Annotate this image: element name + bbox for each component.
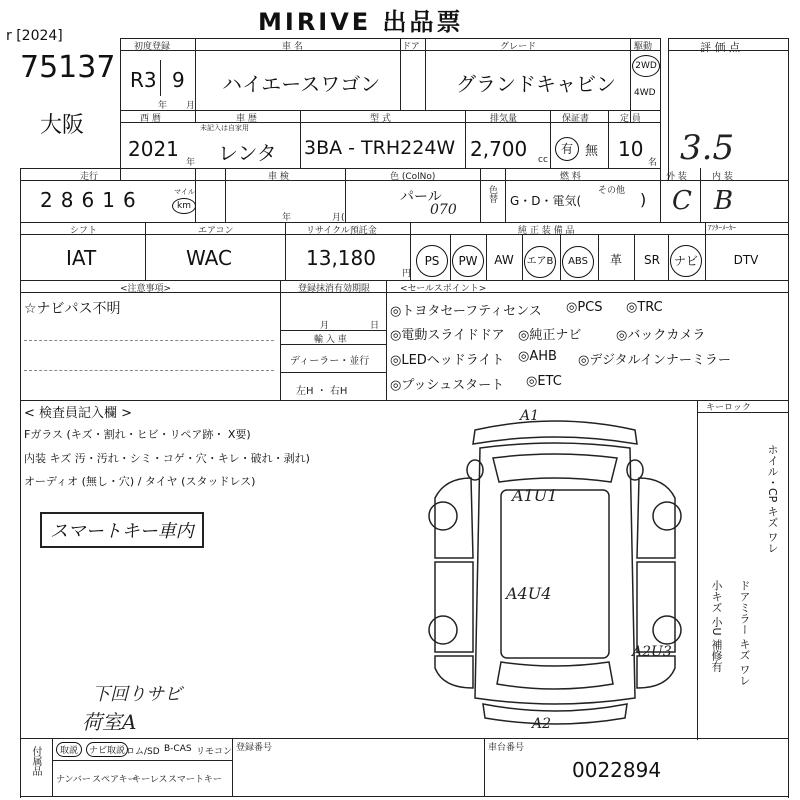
dealer-label: ディーラー・並行 xyxy=(290,356,370,367)
western-year-label: 西 暦 xyxy=(140,114,161,124)
sales-point-6: ◎バックカメラ xyxy=(616,328,706,343)
sales-point-3: ◎TRC xyxy=(626,300,663,315)
first-reg-label: 初度登録 xyxy=(134,42,171,52)
history-note: 未記入は自家用 xyxy=(200,124,249,132)
displacement: 2,700 xyxy=(470,137,528,161)
grade-label: グレード xyxy=(500,42,537,52)
mileage-label: 走行 xyxy=(80,172,99,182)
evaluation-label: 評 価 点 xyxy=(700,41,740,54)
displacement-label: 排気量 xyxy=(490,114,518,124)
mileage-digits: 28616 xyxy=(40,188,144,212)
interior-label: 内 装 xyxy=(712,172,733,182)
warranty-no: 無 xyxy=(585,144,599,159)
accessories-label: 付属品 xyxy=(30,746,41,776)
western-year: 2021 xyxy=(128,137,179,161)
fuel-label: 燃 料 xyxy=(560,172,581,182)
aircon-label: エアコン xyxy=(198,226,234,236)
mileage-unit-km: km xyxy=(172,198,196,214)
caution-text: ☆ナビパス不明 xyxy=(24,301,121,317)
diagram-mark-a1u1: A1U1 xyxy=(512,486,558,505)
diagram-mark-a2u3: A2U3 xyxy=(632,644,672,660)
fuel-options: G・D・電気( xyxy=(510,194,582,208)
warranty-label: 保証書 xyxy=(562,114,590,124)
acc-bcas: B-CAS xyxy=(164,744,192,754)
drive-4wd: 4WD xyxy=(634,88,656,98)
car-damage-diagram xyxy=(415,408,695,738)
exterior-grade: C xyxy=(672,186,692,216)
sales-point-2: ◎PCS xyxy=(566,300,603,315)
recycle-unit: 円 xyxy=(402,269,412,279)
diagram-mark-a2: A2 xyxy=(532,716,552,732)
displacement-unit: cc xyxy=(538,155,548,165)
inspector-line1: Fガラス (キズ・割れ・ヒビ・リペア跡・ X要) xyxy=(24,428,251,441)
warranty-yes: 有 xyxy=(555,137,579,161)
import-label: 輸 入 車 xyxy=(314,335,347,345)
equip-navi: ナビ xyxy=(668,245,704,275)
year-unit: 年 xyxy=(158,101,168,111)
year-unit-2: 年 xyxy=(186,158,196,168)
mileage-unit-mile: マイル xyxy=(174,188,195,196)
equipment-label: 純 正 装 備 品 xyxy=(518,226,575,236)
sales-point-9: ◎デジタルインナーミラー xyxy=(578,353,731,368)
lot-number: 75137 xyxy=(20,50,116,85)
model-type: 3BA - TRH224W xyxy=(304,137,456,159)
acc-spare-key: スペアキー xyxy=(92,775,137,785)
acc-manual: 取説 xyxy=(56,742,82,757)
equip-aw: AW xyxy=(494,253,514,267)
sales-point-4: ◎電動スライドドア xyxy=(390,328,505,343)
shaken-year: 年 xyxy=(282,213,292,223)
drive-2wd: 2WD xyxy=(632,55,660,77)
chassis-number: 0022894 xyxy=(572,758,662,782)
equip-ps: PS xyxy=(414,245,450,275)
reg-expiry-label: 登録抹消有効期限 xyxy=(298,284,371,294)
fuel-other-label: その他 xyxy=(598,186,626,196)
hand-note-2: 荷室A xyxy=(82,710,137,734)
reg-expiry-day: 日 xyxy=(370,321,380,331)
capacity-label: 定 員 xyxy=(620,114,641,124)
model-type-label: 型 式 xyxy=(370,114,391,124)
equip-sunroof: SR xyxy=(644,253,660,267)
month-unit: 月 xyxy=(186,101,196,111)
boxed-note: スマートキー車内 xyxy=(40,512,204,548)
keylock-vertical-1: ホイル・CP キズ ワレ xyxy=(766,444,779,554)
sales-point-1: ◎トヨタセーフティセンス xyxy=(390,304,542,319)
shaken-label: 車 検 xyxy=(268,172,289,182)
caution-label: <注意事項> xyxy=(120,284,172,294)
inspector-line3: オーディオ (無し・穴) / タイヤ (スタッドレス) xyxy=(24,475,256,488)
first-reg-era: R3 xyxy=(130,68,157,92)
hand-note-1: 下回りサビ xyxy=(92,684,182,705)
equip-pw: PW xyxy=(450,245,486,275)
capacity-unit: 名 xyxy=(648,158,658,168)
equip-leather: 革 xyxy=(609,253,622,267)
door-label: ドア xyxy=(402,42,420,52)
equip-airbag: エアB xyxy=(522,245,558,275)
aircon: WAC xyxy=(186,246,232,270)
sales-point-11: ◎ETC xyxy=(526,374,562,389)
diagram-mark-a4u4: A4U4 xyxy=(506,584,552,603)
history: レンタ xyxy=(218,141,277,165)
sales-label: <セールスポイント> xyxy=(400,284,487,294)
fuel-close-paren: ) xyxy=(640,190,647,209)
model-name: ハイエースワゴン xyxy=(222,72,381,96)
model-name-label: 車 名 xyxy=(282,42,303,52)
shift: IAT xyxy=(66,246,97,270)
history-label: 車 歴 xyxy=(236,114,257,124)
sales-point-10: ◎プッシュスタート xyxy=(390,378,505,393)
chassis-label: 車台番号 xyxy=(488,743,525,753)
acc-smart-key: スマートキー xyxy=(168,775,222,785)
recycle-label: リサイクル預託金 xyxy=(306,226,377,236)
color-no: 070 xyxy=(430,202,457,218)
keylock-vertical-3: 小キズ 小U 補修有 xyxy=(710,580,723,673)
tuner-label: ｱﾌﾀｰﾒｰｶｰ xyxy=(708,224,736,232)
first-reg-month: 9 xyxy=(172,68,185,92)
grade: グランドキャビン xyxy=(456,72,616,96)
keylock-label: キーロック xyxy=(706,403,751,413)
capacity: 10 xyxy=(618,137,644,161)
color-change-label: 色替 xyxy=(487,185,497,203)
shaken-month: 月( xyxy=(332,213,345,223)
year-tag: r [2024] xyxy=(6,28,63,44)
region: 大阪 xyxy=(40,113,85,138)
reg-expiry-month: 月 xyxy=(320,321,330,331)
color-label: 色 (ColNo) xyxy=(390,172,436,182)
sales-point-8: ◎AHB xyxy=(518,349,557,364)
equip-abs: ABS xyxy=(560,245,596,275)
acc-navi-manual: ナビ取説 xyxy=(86,742,128,757)
diagram-mark-a1: A1 xyxy=(520,408,540,424)
shift-label: シフト xyxy=(70,226,98,236)
interior-grade: B xyxy=(714,186,734,216)
recycle: 13,180 xyxy=(306,246,376,270)
steering-label: 左H ・ 右H xyxy=(296,386,348,397)
score: 3.5 xyxy=(680,128,735,168)
acc-rom-sd: ロム/SD xyxy=(126,747,160,757)
keylock-vertical-2: ドアミラー キズ ワレ xyxy=(738,580,751,686)
form-title: MIRIVE 出品票 xyxy=(258,8,464,36)
sales-point-7: ◎LEDヘッドライト xyxy=(390,353,505,368)
acc-keyless: キーレス xyxy=(132,775,168,785)
reg-number-label: 登録番号 xyxy=(236,743,273,753)
acc-number: ナンバー xyxy=(56,775,91,785)
drive-label: 駆動 xyxy=(634,42,653,52)
acc-remote: リモコン xyxy=(196,747,233,757)
inspector-heading: < 検査員記入欄 > xyxy=(24,406,133,421)
equip-dtv: DTV xyxy=(733,253,759,267)
sales-point-5: ◎純正ナビ xyxy=(518,328,582,343)
color: パール xyxy=(400,189,442,205)
exterior-label: 外 装 xyxy=(666,172,687,182)
inspector-line2: 内装 キズ 汚・汚れ・シミ・コゲ・穴・キレ・破れ・剥れ) xyxy=(24,452,310,465)
